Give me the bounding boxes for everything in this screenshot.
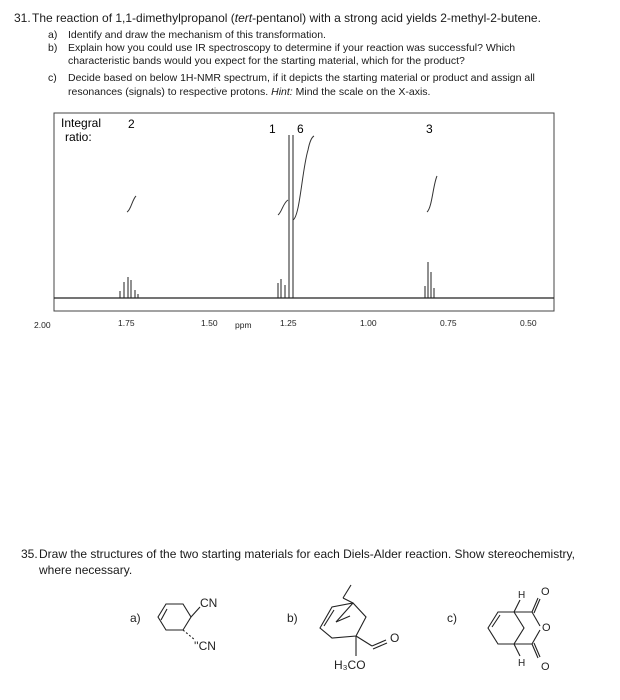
structure-c-label: c) [447, 611, 457, 625]
q31-prompt [32, 11, 541, 26]
structure-c-o-top: O [541, 586, 550, 598]
integral-value-2: 2 [128, 117, 135, 131]
q35-text-2: where necessary. [39, 563, 133, 577]
structure-c-h-bottom-bond [514, 644, 520, 656]
x-tick-label: 0.75 [440, 318, 457, 328]
structure-c-o-bottom: O [541, 661, 550, 673]
x-tick-label: 1.75 [118, 318, 135, 328]
q31-prompt-italic: tert [234, 11, 253, 25]
q31-b-label: b) [48, 42, 58, 54]
integral-label-1: Integral [61, 116, 102, 130]
structure-c-h-top-bond [514, 600, 520, 612]
q31-b-text-2: characteristic bands would you expect for the starting material, which for the product? [68, 55, 465, 67]
diels-alder-structures [0, 575, 620, 695]
structure-b-oxygen: O [390, 631, 400, 645]
x-tick-label: 1.25 [280, 318, 297, 328]
nmr-spectrum [0, 105, 620, 340]
structure-b-label: b) [287, 611, 298, 625]
structure-b-carbonyl-bond [356, 636, 372, 646]
x-tick-label: 1.00 [360, 318, 377, 328]
peak-triplet [425, 262, 434, 298]
integral-curve-1 [127, 196, 136, 212]
integral-value-1: 1 [269, 122, 276, 136]
structure-c-o-middle: O [542, 622, 551, 634]
x-axis-unit: ppm [235, 320, 252, 330]
structure-a-bond-up [191, 607, 200, 617]
structure-b-bridge-top [343, 585, 351, 598]
q31-prompt-end: -pentanol) with a strong acid yields 2-methyl-2-butene. [252, 11, 541, 25]
structure-c-h-top: H [518, 590, 526, 601]
q31-number: 31. [14, 11, 31, 25]
integral-label-2: ratio: [65, 130, 92, 144]
x-tick-label: 1.50 [201, 318, 218, 328]
structure-c-ring [488, 612, 524, 644]
structure-c-h-bottom: H [518, 658, 526, 669]
x-tick-label: 0.50 [520, 318, 537, 328]
q31-c-label: c) [48, 72, 57, 84]
integral-curve-3 [293, 136, 314, 220]
structure-a-label: a) [130, 611, 141, 625]
x-tick-label: 2.00 [34, 320, 51, 330]
q31-c-text-1: Decide based on below 1H-NMR spectrum, if it depicts the starting material or product and assign all [68, 72, 535, 84]
integral-curve-2 [278, 200, 288, 215]
q31-hint-label: Hint: [271, 86, 293, 98]
q31-a-label: a) [48, 29, 58, 41]
structure-b-methoxy: H₃CO [334, 658, 366, 672]
q31-c-text-2-main: resonances (signals) to respective protons. [68, 86, 269, 98]
spectrum-frame [54, 113, 554, 311]
integral-curve-4 [427, 176, 437, 212]
integral-value-6: 6 [297, 122, 304, 136]
structure-a-cn-bottom: ''CN [194, 639, 216, 653]
integral-value-3: 3 [426, 122, 433, 136]
q31-a-text: Identify and draw the mechanism of this transformation. [68, 29, 326, 41]
q31-prompt-start: The reaction of 1,1-dimethylpropanol ( [32, 11, 235, 25]
structure-c-double-bond [492, 615, 500, 627]
q31-c-text-2 [68, 86, 430, 98]
peak-quartet [120, 277, 138, 298]
q31-b-text-1: Explain how you could use IR spectroscopy to determine if your reaction was successful? Which [68, 42, 516, 54]
peak-singlets [278, 135, 293, 298]
q31-hint-text: Mind the scale on the X-axis. [295, 86, 431, 98]
q35-number: 35. [21, 547, 38, 561]
q35-text-1: Draw the structures of the two starting materials for each Diels-Alder reaction. Show stereochemistry, [39, 547, 575, 561]
structure-a-cn-top: CN [200, 596, 218, 610]
